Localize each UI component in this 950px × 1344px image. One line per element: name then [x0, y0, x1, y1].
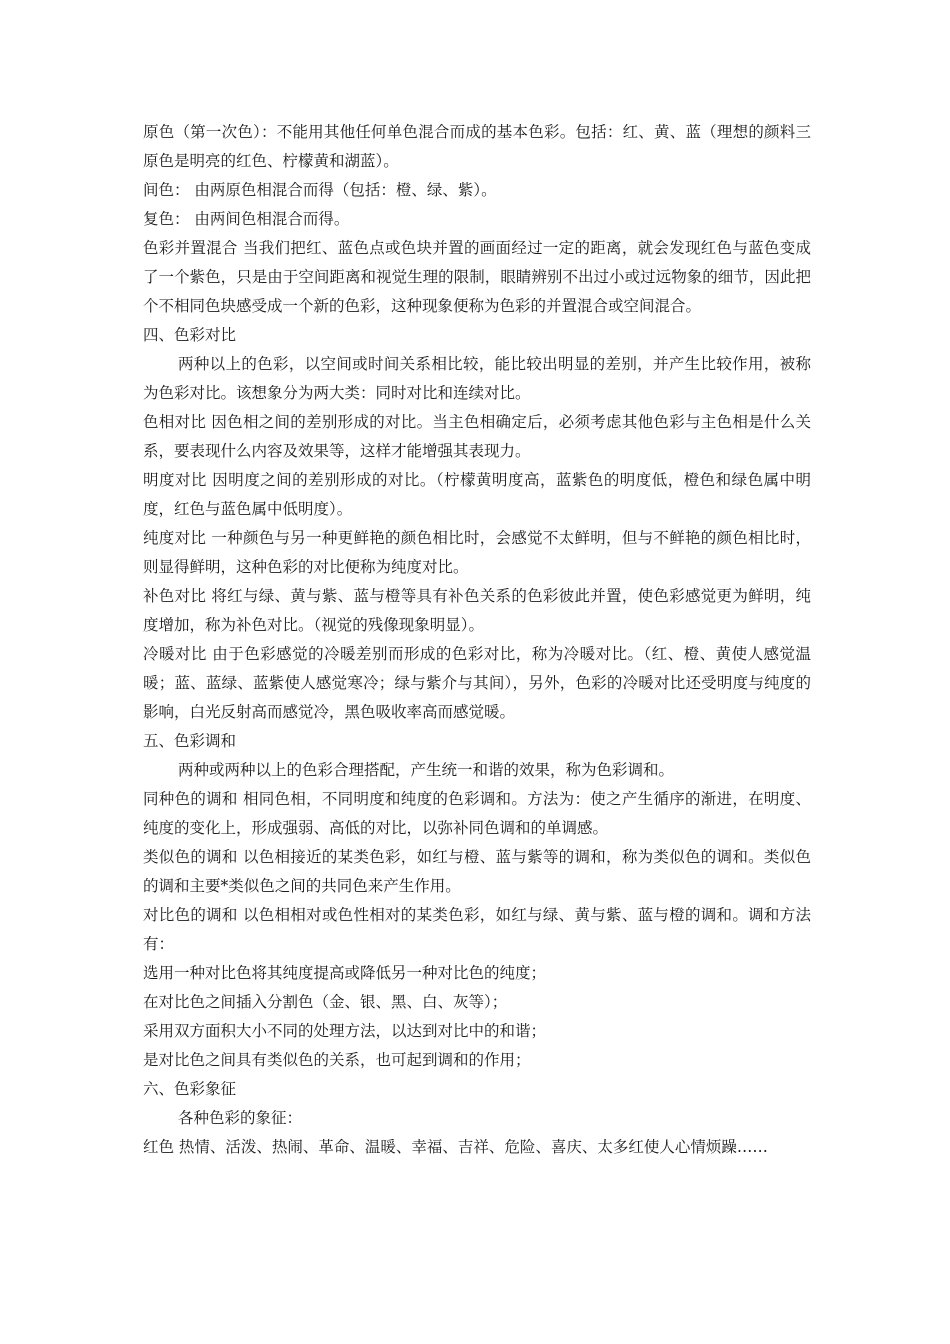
paragraph-secondary-colors: 间色： 由两原色相混合而得（包括：橙、绿、紫）。 — [143, 181, 497, 199]
paragraph-saturation-contrast: 纯度对比 一种颜色与另一种更鲜艳的颜色相比时，会感觉不太鲜明，但与不鲜艳的颜色相比时，则显得鲜明，这种色彩的对比便称为纯度对比。 — [143, 529, 811, 576]
paragraph-contrasting-harmony: 对比色的调和 以色相相对或色性相对的某类色彩，如红与绿、黄与紫、蓝与橙的调和。调和方法有： — [143, 906, 811, 953]
paragraph-primary-colors: 原色（第一次色）：不能用其他任何单色混合而成的基本色彩。包括：红、黄、蓝（理想的颜料三原色是明亮的红色、柠檬黄和湖蓝）。 — [143, 123, 811, 170]
paragraph-monochrome-harmony: 同种色的调和 相同色相，不同明度和纯度的色彩调和。方法为：使之产生循序的渐进，在明度、纯度的变化上，形成强弱、高低的对比，以弥补同色调和的单调感。 — [143, 790, 811, 837]
paragraph-complementary-contrast: 补色对比 将红与绿、黄与紫、蓝与橙等具有补色关系的色彩彼此并置，使色彩感觉更为鲜明，纯度增加，称为补色对比。（视觉的残像现象明显）。 — [143, 587, 811, 634]
section-heading-contrast: 四、色彩对比 — [143, 326, 237, 344]
paragraph-temperature-contrast: 冷暖对比 由于色彩感觉的冷暖差别而形成的色彩对比，称为冷暖对比。（红、橙、黄使人感觉温暖；蓝、蓝绿、蓝紫使人感觉寒冷；绿与紫介与其间），另外，色彩的冷暖对比还受明度与纯度的影响，白光反射高而感觉冷，黑色吸收率高而感觉暖。 — [143, 645, 811, 721]
list-item-method-2: 在对比色之间插入分割色（金、银、黑、白、灰等）； — [143, 993, 508, 1011]
paragraph-juxtaposition-mixing: 色彩并置混合 当我们把红、蓝色点或色块并置的画面经过一定的距离，就会发现红色与蓝色变成了一个紫色，只是由于空间距离和视觉生理的限制，眼睛辨别不出过小或过远物象的细节，因此把个不相同色块感受成一个新的色彩，这种现象便称为色彩的并置混合或空间混合。 — [143, 239, 811, 315]
section-heading-symbolism: 六、色彩象征 — [143, 1080, 237, 1098]
list-item-method-1: 选用一种对比色将其纯度提高或降低另一种对比色的纯度； — [143, 964, 547, 982]
paragraph-value-contrast: 明度对比 因明度之间的差别形成的对比。（柠檬黄明度高，蓝紫色的明度低，橙色和绿色属中明度，红色与蓝色属中低明度）。 — [143, 471, 811, 518]
paragraph-tertiary-colors: 复色： 由两间色相混合而得。 — [143, 210, 350, 228]
paragraph-analogous-harmony: 类似色的调和 以色相接近的某类色彩，如红与橙、蓝与紫等的调和，称为类似色的调和。类似色的调和主要*类似色之间的共同色来产生作用。 — [143, 848, 811, 895]
list-item-method-4: 是对比色之间具有类似色的关系，也可起到调和的作用； — [143, 1051, 531, 1069]
paragraph-harmony-intro: 两种或两种以上的色彩合理搭配，产生统一和谐的效果，称为色彩调和。 — [178, 761, 675, 779]
document-page — [143, 118, 811, 1162]
section-heading-harmony: 五、色彩调和 — [143, 732, 237, 750]
paragraph-red-symbolism: 红色 热情、活泼、热闹、革命、温暖、幸福、吉祥、危险、喜庆、太多红使人心情烦躁…… — [143, 1138, 768, 1156]
paragraph-hue-contrast: 色相对比 因色相之间的差别形成的对比。当主色相确定后，必须考虑其他色彩与主色相是什么关系，要表现什么内容及效果等，这样才能增强其表现力。 — [143, 413, 811, 460]
paragraph-symbolism-intro: 各种色彩的象征： — [178, 1109, 303, 1127]
paragraph-contrast-intro: 两种以上的色彩，以空间或时间关系相比较，能比较出明显的差别，并产生比较作用，被称为色彩对比。该想象分为两大类：同时对比和连续对比。 — [143, 355, 811, 402]
list-item-method-3: 采用双方面积大小不同的处理方法，以达到对比中的和谐； — [143, 1022, 547, 1040]
